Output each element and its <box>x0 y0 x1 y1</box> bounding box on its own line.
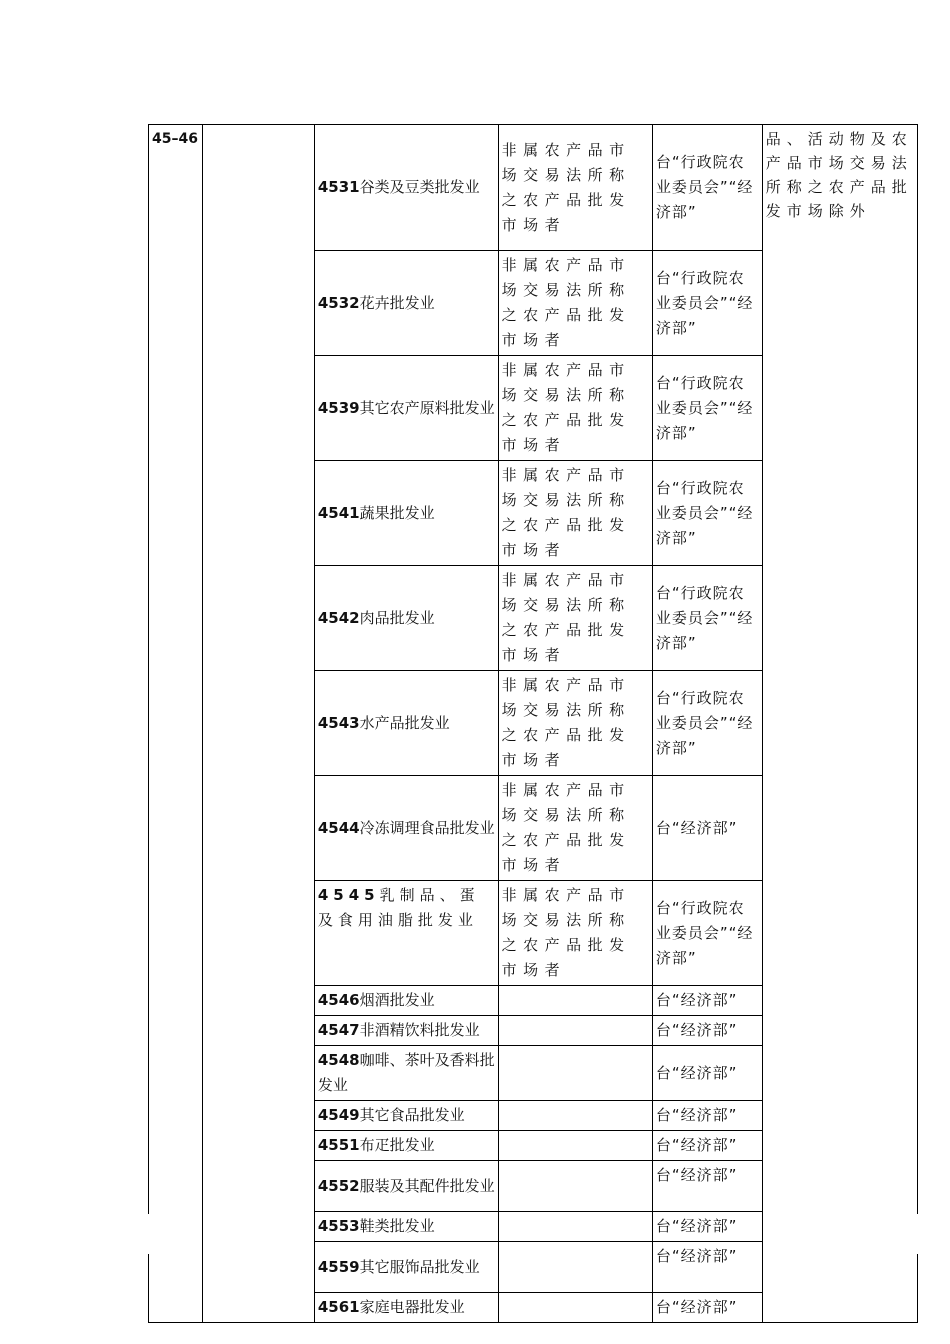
condition-cell: 非属农产品市场交易法所称之农产品批发市场者 <box>498 356 652 461</box>
name-cell: 4539其它农产原料批发业 <box>314 356 498 461</box>
authority-cell: 台“经济部” <box>652 1046 762 1101</box>
condition-cell: 非属农产品市场交易法所称之农产品批发市场者 <box>498 881 652 986</box>
condition-cell <box>498 1046 652 1101</box>
authority-cell: 台“行政院农业委员会”“经济部” <box>652 566 762 671</box>
page-break-left <box>140 1214 180 1254</box>
authority-cell: 台“行政院农业委员会”“经济部” <box>652 881 762 986</box>
authority-cell: 台“行政院农业委员会”“经济部” <box>652 356 762 461</box>
condition-cell: 非属农产品市场交易法所称之农产品批发市场者 <box>498 566 652 671</box>
condition-cell: 非属农产品市场交易法所称之农产品批发市场者 <box>498 125 652 251</box>
authority-cell: 台“经济部” <box>652 986 762 1016</box>
condition-cell <box>498 1161 652 1212</box>
range-code-cell: 45–46 <box>149 125 203 1323</box>
authority-cell: 台“经济部” <box>652 776 762 881</box>
name-cell: 4551布疋批发业 <box>314 1131 498 1161</box>
condition-cell: 非属农产品市场交易法所称之农产品批发市场者 <box>498 461 652 566</box>
condition-cell <box>498 1293 652 1323</box>
condition-cell <box>498 1212 652 1242</box>
condition-cell <box>498 1016 652 1046</box>
authority-cell: 台“行政院农业委员会”“经济部” <box>652 125 762 251</box>
name-cell: 4543水产品批发业 <box>314 671 498 776</box>
name-cell: 4552服装及其配件批发业 <box>314 1161 498 1212</box>
authority-cell: 台“经济部” <box>652 1016 762 1046</box>
name-cell: 4542肉品批发业 <box>314 566 498 671</box>
note-cell: 品、活动物及农产品市场交易法所称之农产品批发市场除外 <box>762 125 917 1323</box>
condition-cell <box>498 1242 652 1293</box>
name-cell: 4544冷冻调理食品批发业 <box>314 776 498 881</box>
authority-cell: 台“经济部” <box>652 1293 762 1323</box>
name-cell: 4545乳制品、蛋及食用油脂批发业 <box>314 881 498 986</box>
authority-cell: 台“行政院农业委员会”“经济部” <box>652 671 762 776</box>
industry-table <box>148 124 918 1323</box>
authority-cell: 台“经济部” <box>652 1161 762 1212</box>
name-cell: 4531谷类及豆类批发业 <box>314 125 498 251</box>
condition-cell <box>498 986 652 1016</box>
table-row <box>149 125 918 251</box>
name-cell: 4548咖啡、茶叶及香料批发业 <box>314 1046 498 1101</box>
authority-cell: 台“行政院农业委员会”“经济部” <box>652 461 762 566</box>
condition-cell: 非属农产品市场交易法所称之农产品批发市场者 <box>498 776 652 881</box>
name-cell: 4559其它服饰品批发业 <box>314 1242 498 1293</box>
name-cell: 4561家庭电器批发业 <box>314 1293 498 1323</box>
condition-cell <box>498 1131 652 1161</box>
authority-cell: 台“经济部” <box>652 1212 762 1242</box>
page-break-right <box>764 1214 934 1254</box>
name-cell: 4547非酒精饮料批发业 <box>314 1016 498 1046</box>
name-cell: 4549其它食品批发业 <box>314 1101 498 1131</box>
name-cell: 4553鞋类批发业 <box>314 1212 498 1242</box>
name-cell: 4541蔬果批发业 <box>314 461 498 566</box>
blank-cell <box>202 125 314 1323</box>
name-cell: 4532花卉批发业 <box>314 251 498 356</box>
authority-cell: 台“经济部” <box>652 1101 762 1131</box>
condition-cell: 非属农产品市场交易法所称之农产品批发市场者 <box>498 251 652 356</box>
name-cell: 4546烟酒批发业 <box>314 986 498 1016</box>
authority-cell: 台“经济部” <box>652 1242 762 1293</box>
authority-cell: 台“行政院农业委员会”“经济部” <box>652 251 762 356</box>
condition-cell: 非属农产品市场交易法所称之农产品批发市场者 <box>498 671 652 776</box>
authority-cell: 台“经济部” <box>652 1131 762 1161</box>
condition-cell <box>498 1101 652 1131</box>
